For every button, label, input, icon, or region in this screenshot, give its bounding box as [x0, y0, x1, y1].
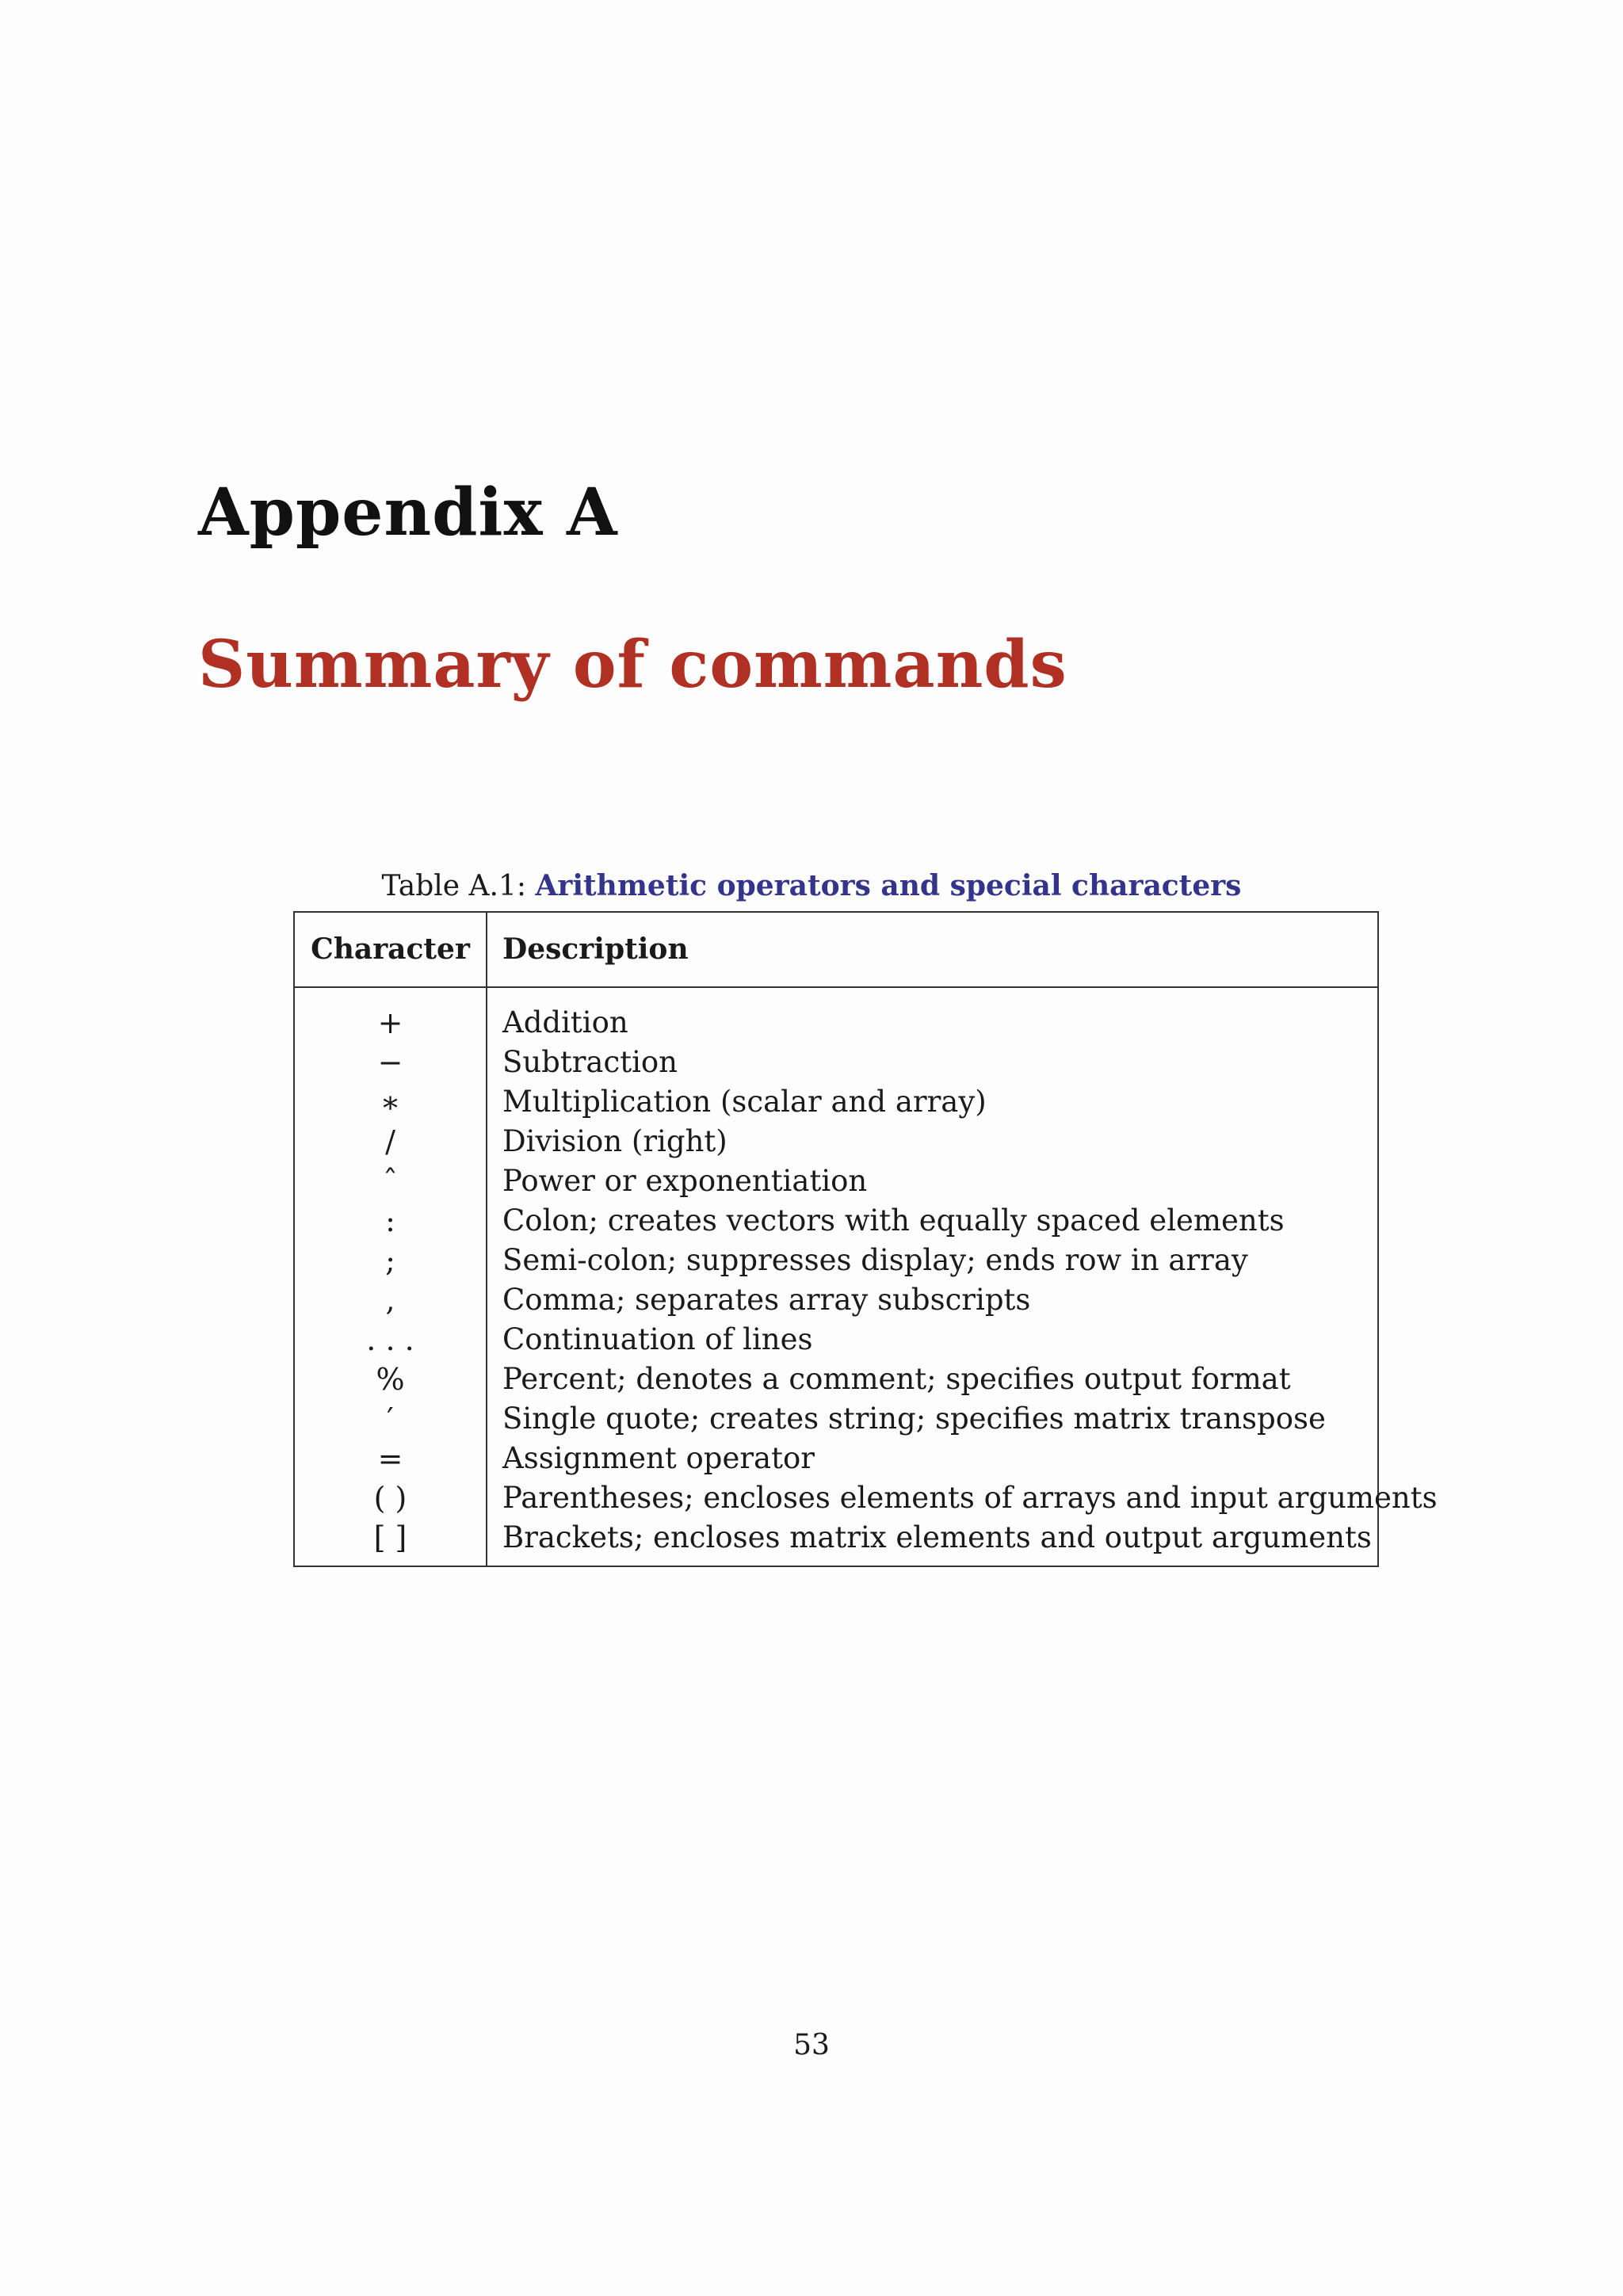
table-caption-text: Arithmetic operators and special characters: [535, 869, 1242, 902]
table-row: [295, 1241, 1377, 1280]
appendix-title: Appendix A: [198, 475, 618, 551]
description-cell: Assignment operator: [502, 1441, 815, 1475]
character-cell: ′: [387, 1402, 394, 1436]
description-cell: Colon; creates vectors with equally spaced elements: [502, 1203, 1285, 1238]
character-cell: =: [377, 1441, 403, 1476]
table-row: [295, 1082, 1377, 1122]
description-cell: Addition: [502, 1005, 628, 1039]
header-description: Description: [502, 933, 689, 966]
table-row: [295, 1003, 1377, 1043]
description-cell: Single quote; creates string; specifies matrix transpose: [502, 1402, 1326, 1436]
table-row: [295, 1320, 1377, 1360]
character-cell: ;: [385, 1243, 395, 1278]
description-cell: Power or exponentiation: [502, 1164, 868, 1198]
description-cell: Division (right): [502, 1124, 727, 1158]
table-row: [295, 1478, 1438, 1518]
character-cell: +: [377, 1005, 403, 1040]
description-cell: Parentheses; encloses elements of arrays and input arguments: [502, 1481, 1438, 1515]
page-number: 53: [793, 2029, 830, 2061]
table-row: [295, 1360, 1377, 1399]
character-cell: −: [377, 1045, 403, 1080]
character-cell: %: [376, 1362, 405, 1397]
header-character: Character: [311, 933, 470, 966]
table-row: [295, 1161, 1377, 1201]
character-cell: ˆ: [383, 1164, 398, 1199]
description-cell: Percent; denotes a comment; specifies output format: [502, 1362, 1291, 1396]
table-caption: [0, 871, 1623, 901]
character-cell: /: [385, 1124, 395, 1159]
description-cell: Comma; separates array subscripts: [502, 1283, 1031, 1317]
table-row: [295, 1439, 1377, 1478]
description-cell: Semi-colon; suppresses display; ends row in array: [502, 1243, 1248, 1277]
character-cell: :: [385, 1203, 395, 1238]
character-cell: ( ): [373, 1481, 407, 1516]
character-cell: ∗: [380, 1085, 401, 1119]
description-cell: Continuation of lines: [502, 1322, 813, 1356]
character-cell: [ ]: [373, 1520, 407, 1555]
header-rule: [295, 986, 1377, 988]
table-row: [295, 1399, 1377, 1439]
chapter-title: Summary of commands: [198, 627, 1067, 703]
commands-table: [293, 911, 1438, 1567]
table-row: [295, 1280, 1377, 1320]
character-cell: . . .: [366, 1322, 414, 1357]
table-body: [295, 1003, 1438, 1558]
table-caption-label: Table A.1:: [381, 870, 526, 902]
table-row: [295, 1201, 1377, 1241]
table-row: [295, 1043, 1377, 1082]
table-row: [295, 1122, 1377, 1161]
description-cell: Multiplication (scalar and array): [502, 1085, 987, 1119]
description-cell: Subtraction: [502, 1045, 678, 1079]
description-cell: Brackets; encloses matrix elements and output arguments: [502, 1520, 1372, 1554]
table-row: [295, 1518, 1377, 1558]
character-cell: ,: [385, 1283, 395, 1318]
